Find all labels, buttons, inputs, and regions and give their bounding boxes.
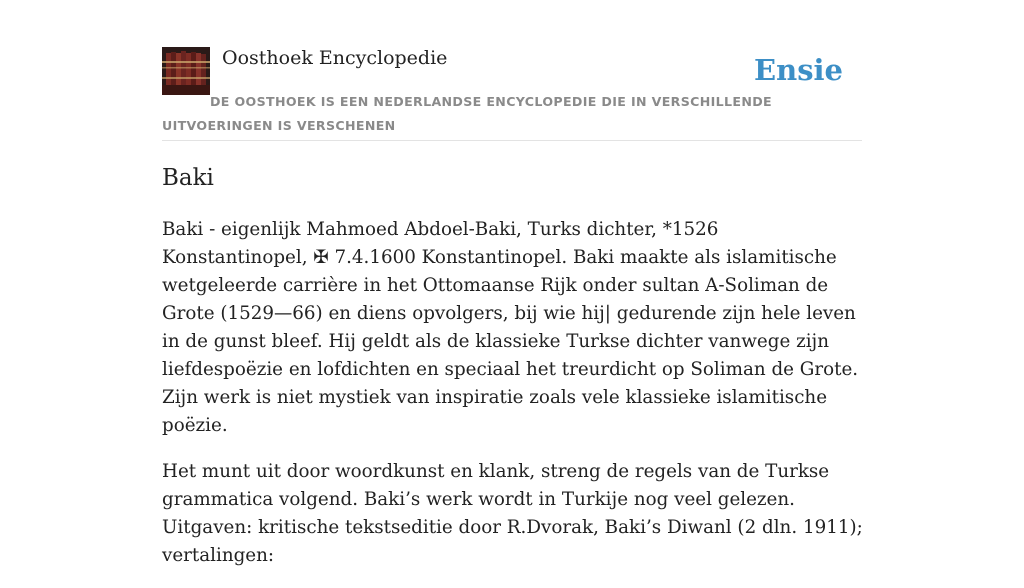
article-paragraph: Het munt uit door woordkunst en klank, streng de regels van de Turkse grammatica volgend. Baki’s werk wordt in Turkije nog veel gelezen. Uitgaven: kritische tekstseditie door R.Dvorak, Baki’s Diwanl (2 dln. 1911); vertalingen: <box>162 461 863 566</box>
site-tagline: DE OOSTHOEK IS EEN NEDERLANDSE ENCYCLOPEDIE DIE IN VERSCHILLENDE UITVOERINGEN IS VERSCHENEN <box>162 94 773 133</box>
article-body <box>162 216 868 588</box>
article-title: Baki <box>162 165 214 191</box>
article-paragraph: Baki - eigenlijk Mahmoed Abdoel-Baki, Turks dichter, *1526 Konstantinopel, ✠ 7.4.1600 Konstantinopel. Baki maakte als islamitische wetgeleerde carrière in het Ottomaanse Rijk onder sultan A-Soliman de Grote (1529—66) en diens opvolgers, bij wie hij| gedurende zijn hele leven in de gunst bleef. Hij geldt als de klassieke Turkse dichter vanwege zijn liefdespoëzie en lofdichten en speciaal het treurdicht op Soliman de Grote. Zijn werk is niet mystiek van inspiratie zoals vele klassieke islamitische poëzie. <box>162 219 859 436</box>
books-icon[interactable] <box>162 47 210 95</box>
brand-logo[interactable]: Ensie <box>754 53 843 87</box>
site-title[interactable]: Oosthoek Encyclopedie <box>222 47 448 69</box>
site-header <box>162 46 862 141</box>
